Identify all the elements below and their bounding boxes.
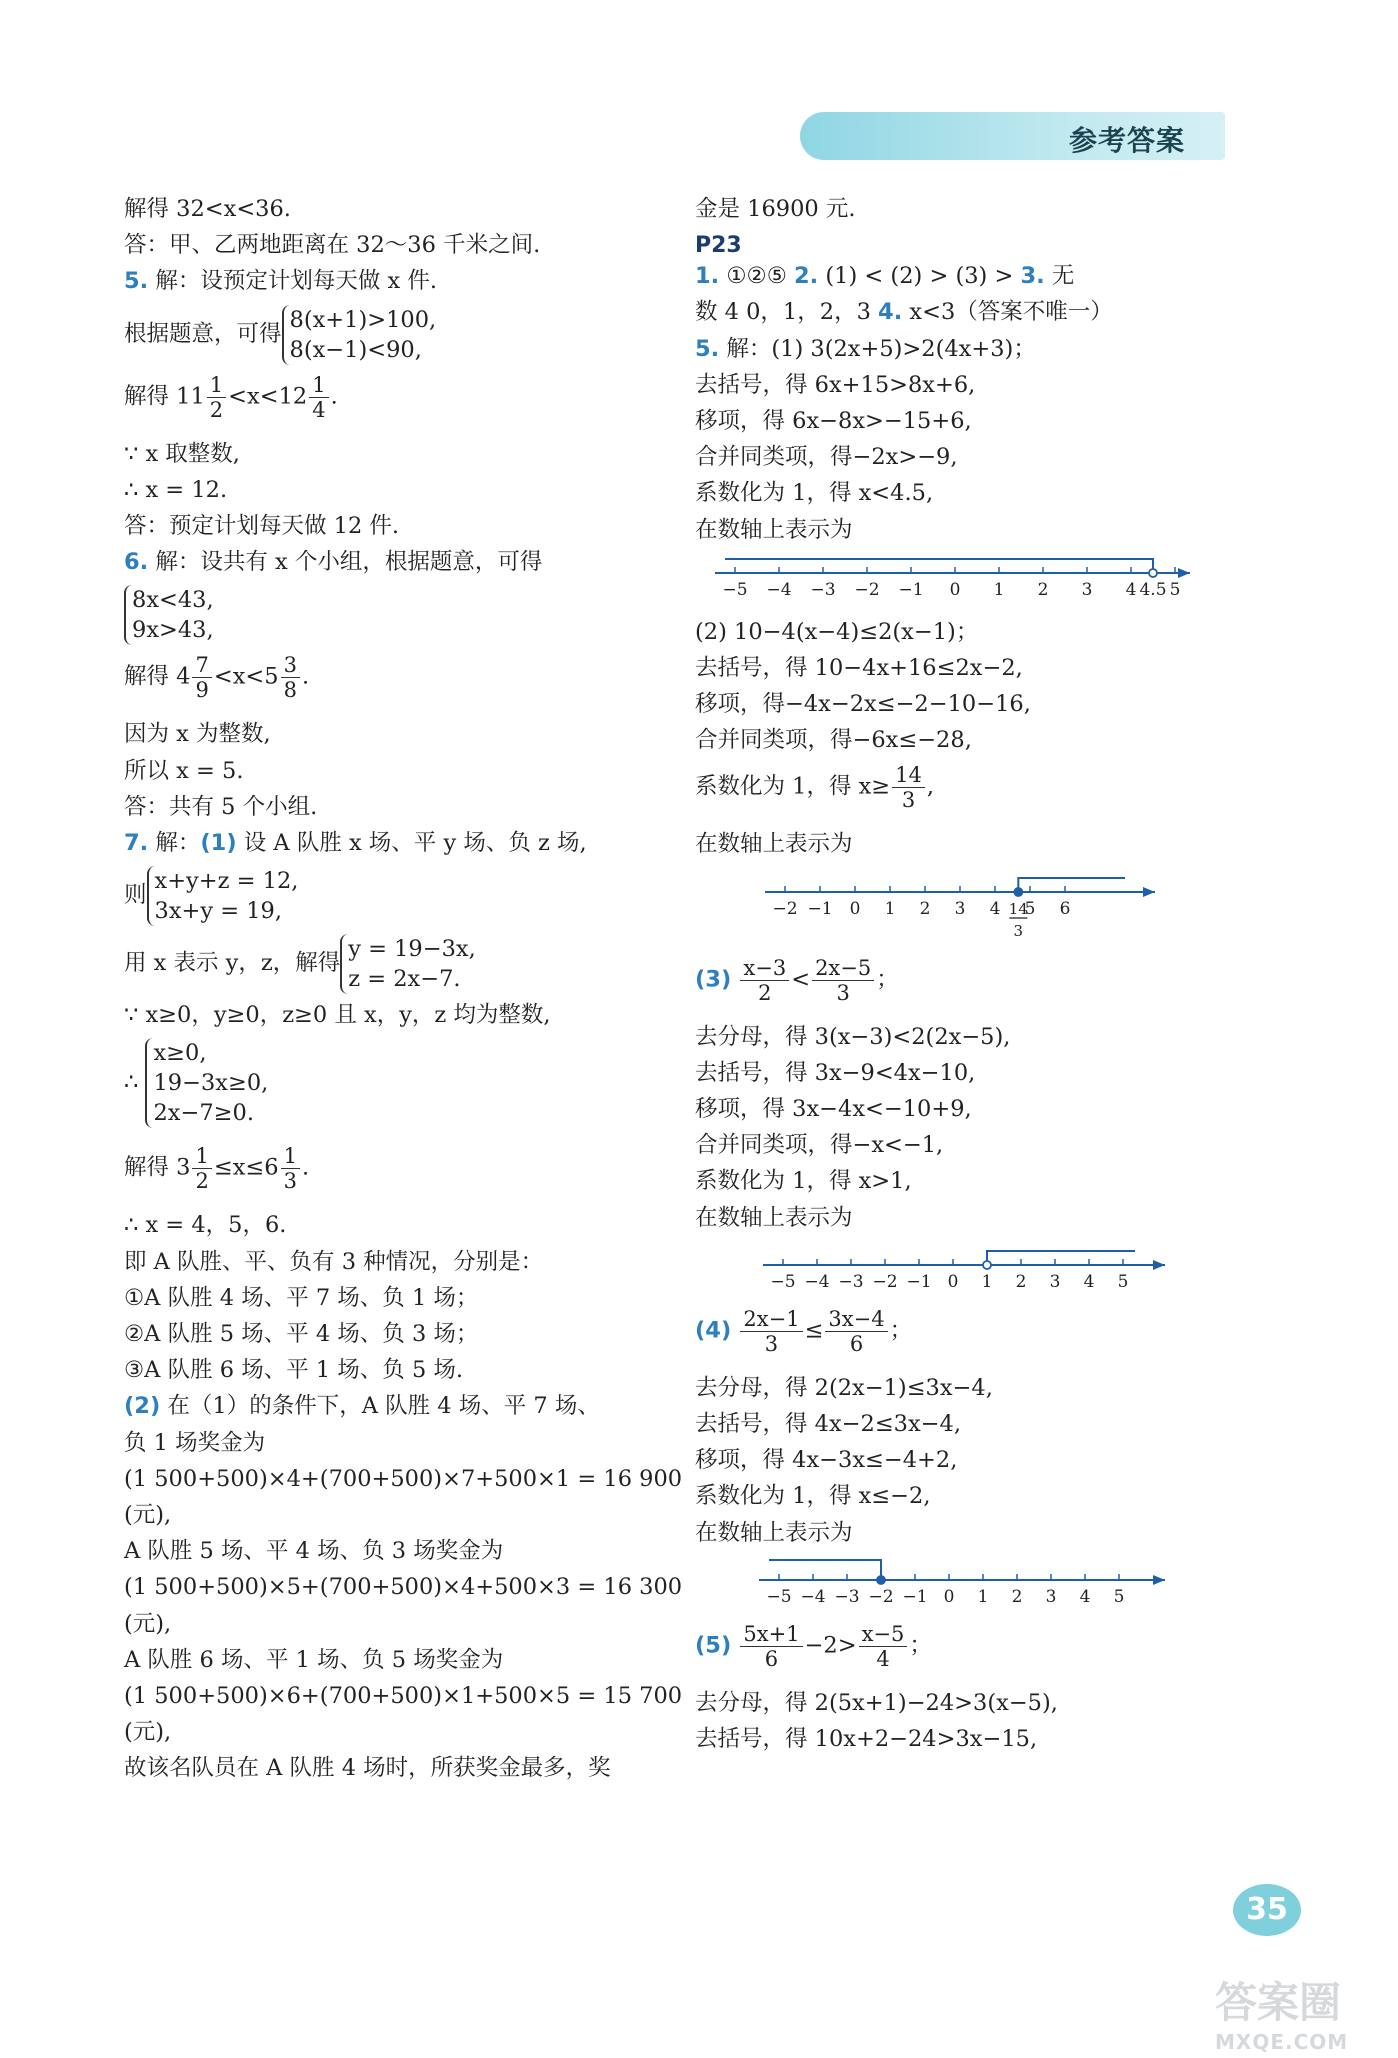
text-line: 故该名队员在 A 队胜 4 场时，所获奖金最多，奖: [124, 1755, 611, 1782]
equation-system: 根据题意，可得 8(x+1)>100, 8(x−1)<90,: [124, 306, 437, 363]
answer-header-tab: [800, 112, 1225, 160]
text-line: 去括号，得 10x+2−24>3x−15,: [695, 1725, 1038, 1752]
tick-label: 1: [993, 579, 1005, 600]
number-line-4: [695, 1556, 1235, 1612]
fraction: $\frac{1}{2}$: [192, 1144, 211, 1193]
tick-label: 2: [919, 898, 931, 919]
equation-system: 用 x 表示 y，z，解得 y = 19−3x, z = 2x−7.: [124, 936, 476, 993]
text-line: 在数轴上表示为: [695, 831, 853, 858]
part-4: (4) $\frac{2x-1}{3}$ ≤ $\frac{3x-4}{6}$ ；: [695, 1306, 913, 1356]
tick-label: −3: [810, 579, 836, 600]
question-5: 5. 解：(1) 3(2x+5)>2(4x+3)；: [695, 335, 1036, 362]
text-line: 答：预定计划每天做 12 件.: [124, 512, 400, 539]
tick-label: 5: [1113, 1586, 1125, 1607]
header-label: 参考答案: [1068, 124, 1185, 157]
text-line: 移项，得 4x−3x≤−4+2,: [695, 1447, 958, 1474]
system-brace: y = 19−3x, z = 2x−7.: [340, 934, 476, 994]
part-5: (5) $\frac{5x+1}{6}$ −2> $\frac{x-5}{4}$ ；: [695, 1621, 932, 1671]
text-line: 金是 16900 元.: [695, 196, 856, 222]
text-line: 去分母，得 3(x−3)<2(2x−5),: [695, 1023, 1011, 1050]
tick-label: −1: [898, 579, 924, 600]
tick-label: 5: [1169, 579, 1181, 600]
axis-arrow: [1153, 1260, 1165, 1270]
number-line-3: [695, 1241, 1235, 1297]
system-brace: x+y+z = 12, 3x+y = 19,: [147, 866, 299, 926]
text-line: 负 1 场奖金为: [124, 1429, 266, 1456]
tick-label: −4: [800, 1586, 826, 1607]
text-line: 去括号，得 10−4x+16≤2x−2,: [695, 654, 1023, 681]
tick-label: 3: [1049, 1271, 1061, 1292]
text-line: 去分母，得 2(5x+1)−24>3(x−5),: [695, 1689, 1058, 1716]
answer-line: 数 4 0，1，2，3 4. x<3（答案不唯一）: [695, 299, 1113, 326]
closed-endpoint: [877, 1576, 885, 1584]
solution-ray: [1018, 878, 1125, 892]
left-column: [124, 196, 683, 1791]
tick-label: −3: [834, 1586, 860, 1607]
open-endpoint: [1149, 569, 1157, 577]
page-number-badge: 35: [1233, 1884, 1301, 1936]
tick-label: 5: [1024, 898, 1036, 919]
tick-label: 5: [1117, 1271, 1129, 1292]
text-line: (元),: [124, 1501, 172, 1528]
text-line: 在数轴上表示为: [695, 1204, 853, 1231]
fraction: $\frac{2x-1}{3}$: [740, 1307, 802, 1356]
question-7-part-2: (2) 在（1）的条件下，A 队胜 4 场、平 7 场、: [124, 1393, 600, 1420]
fraction: $\frac{1}{4}$: [309, 373, 328, 422]
text-line: ∵ x≥0，y≥0，z≥0 且 x，y，z 均为整数,: [124, 1002, 551, 1029]
fraction: $\frac{3x-4}{6}$: [825, 1307, 887, 1356]
mark-numerator: 14: [1008, 899, 1028, 918]
text-line: 答：共有 5 个小组.: [124, 793, 318, 820]
tick-label: −5: [722, 579, 748, 600]
tick-label: −3: [838, 1271, 864, 1292]
solution-ray: [725, 559, 1153, 573]
mark-denominator: 3: [1013, 921, 1024, 940]
tick-label: −5: [766, 1586, 792, 1607]
tick-label: −5: [770, 1271, 796, 1292]
tick-label: 4: [1125, 579, 1137, 600]
text-line: 即 A 队胜、平、负有 3 种情况，分别是：: [124, 1248, 544, 1275]
fraction: $\frac{1}{2}$: [207, 373, 226, 422]
text-line: ∴ x = 4，5，6.: [124, 1212, 287, 1239]
tick-label: −1: [902, 1586, 928, 1607]
watermark-logo: 答案圈 MXQE.COM: [1215, 1978, 1349, 2054]
right-column: [695, 196, 1235, 1762]
answer-line: 1. ①②⑤ 2. (1) < (2) > (3) > 3. 无: [695, 263, 1075, 290]
text-line: 去分母，得 2(2x−1)≤3x−4,: [695, 1374, 993, 1401]
number-line-2: [695, 868, 1235, 946]
question-number: 5.: [124, 268, 149, 295]
text-line: ∵ x 取整数,: [124, 440, 240, 467]
system-brace: 8x<43, 9x>43,: [124, 585, 214, 645]
text-line: 系数化为 1，得 x<4.5,: [695, 480, 934, 507]
text-line: 合并同类项，得−2x>−9,: [695, 444, 958, 471]
text-line: (1 500+500)×5+(700+500)×4+500×3 = 16 300: [124, 1574, 683, 1601]
text-line: 移项，得−4x−2x≤−2−10−16,: [695, 691, 1031, 718]
text-line: (元),: [124, 1719, 172, 1746]
text-line: (1 500+500)×6+(700+500)×1+500×5 = 15 700: [124, 1682, 683, 1709]
text-line: 所以 x = 5.: [124, 757, 244, 784]
fraction: $\frac{2x-5}{3}$: [812, 956, 874, 1005]
tick-label: 4: [989, 898, 1001, 919]
tick-label: 0: [849, 898, 861, 919]
section-heading: P23: [695, 233, 742, 259]
text-line: 解得 32<x<36.: [124, 196, 291, 222]
fraction: $\frac{5x+1}{6}$: [740, 1622, 802, 1671]
tick-label: −1: [807, 898, 833, 919]
tick-label: 1: [884, 898, 896, 919]
solution-ray: [769, 1560, 881, 1580]
part-2: (2) 10−4(x−4)≤2(x−1)；: [695, 618, 979, 645]
solution-line: 解得 4 $\frac{7}{9}$ <x<5 $\frac{3}{8}$ .: [124, 653, 310, 703]
solution-line: 解得 11 $\frac{1}{2}$ <x<12 $\frac{1}{4}$ .: [124, 372, 338, 422]
solution-line: 系数化为 1，得 x≥ $\frac{14}{3}$ ,: [695, 763, 935, 813]
tick-label: 2: [1015, 1271, 1027, 1292]
tick-label: 0: [947, 1271, 959, 1292]
text-line: 系数化为 1，得 x≤−2,: [695, 1483, 931, 1510]
fraction: $\frac{3}{8}$: [281, 653, 300, 702]
equation-system: 则 x+y+z = 12, 3x+y = 19,: [124, 868, 299, 925]
text-line: ∴ x = 12.: [124, 476, 228, 503]
tick-label: 0: [949, 579, 961, 600]
equation-system: [124, 585, 664, 647]
text-line: 移项，得 6x−8x>−15+6,: [695, 407, 972, 434]
open-endpoint: [983, 1261, 991, 1269]
tick-label: −2: [868, 1586, 894, 1607]
text-line: 系数化为 1，得 x>1,: [695, 1168, 912, 1195]
text-line: A 队胜 5 场、平 4 场、负 3 场奖金为: [124, 1538, 504, 1565]
equation-system: ∴ x≥0, 19−3x≥0, 2x−7≥0.: [124, 1040, 269, 1127]
tick-label: 0: [943, 1586, 955, 1607]
closed-endpoint: [1014, 888, 1022, 896]
tick-label: 1: [977, 1586, 989, 1607]
tick-label: 4.5: [1139, 579, 1167, 600]
fraction: $\frac{x-5}{4}$: [859, 1622, 908, 1671]
text-line: 移项，得 3x−4x<−10+9,: [695, 1096, 972, 1122]
fraction: $\frac{7}{9}$: [192, 653, 211, 702]
solution-line: 解得 3 $\frac{1}{2}$ ≤x≤6 $\frac{1}{3}$ .: [124, 1144, 310, 1194]
text-line: 在数轴上表示为: [695, 516, 853, 543]
tick-label: 3: [954, 898, 966, 919]
tick-label: 1: [981, 1271, 993, 1292]
question-number: 7.: [124, 829, 149, 856]
tick-label: 4: [1079, 1586, 1091, 1607]
text-line: 在数轴上表示为: [695, 1519, 853, 1546]
fraction: $\frac{x-3}{2}$: [740, 956, 789, 1005]
text-line: 答：甲、乙两地距离在 32～36 千米之间.: [124, 232, 541, 259]
tick-label: 4: [1083, 1271, 1095, 1292]
question-5: 5. 解：设预定计划每天做 x 件.: [124, 268, 438, 295]
text-line: A 队胜 6 场、平 1 场、负 5 场奖金为: [124, 1646, 504, 1673]
solution-ray: [987, 1251, 1135, 1265]
fraction: $\frac{14}{3}$: [892, 763, 925, 812]
tick-label: −2: [872, 1271, 898, 1292]
text-line: 合并同类项，得−x<−1,: [695, 1132, 944, 1159]
question-7: 7. 解：(1) 设 A 队胜 x 场、平 y 场、负 z 场,: [124, 829, 587, 856]
tick-label: −1: [906, 1271, 932, 1292]
tick-label: 3: [1045, 1586, 1057, 1607]
tick-label: 6: [1059, 898, 1071, 919]
tick-label: 2: [1011, 1586, 1023, 1607]
text-line: 去括号，得 3x−9<4x−10,: [695, 1059, 976, 1086]
tick-label: −4: [766, 579, 792, 600]
text-line: ②A 队胜 5 场、平 4 场、负 3 场；: [124, 1321, 479, 1347]
axis-arrow: [1143, 887, 1155, 897]
tick-label: 2: [1037, 579, 1049, 600]
tick-label: 3: [1081, 579, 1093, 600]
tick-label: −4: [804, 1271, 830, 1292]
axis-arrow: [1153, 1575, 1165, 1585]
text-line: 去括号，得 6x+15>8x+6,: [695, 371, 976, 398]
text-line: (元),: [124, 1610, 172, 1637]
text-line: 因为 x 为整数,: [124, 721, 271, 748]
system-brace: x≥0, 19−3x≥0, 2x−7≥0.: [145, 1038, 268, 1128]
fraction: $\frac{1}{3}$: [281, 1144, 300, 1193]
text-line: (1 500+500)×4+(700+500)×7+500×1 = 16 900: [124, 1465, 683, 1492]
tick-label: −2: [854, 579, 880, 600]
text-line: 合并同类项，得−6x≤−28,: [695, 727, 972, 754]
axis-arrow: [1178, 568, 1190, 578]
system-brace: 8(x+1)>100, 8(x−1)<90,: [282, 305, 437, 365]
number-line-1: [695, 553, 1235, 609]
tick-label: −2: [772, 898, 798, 919]
text-line: ①A 队胜 4 场、平 7 场、负 1 场；: [124, 1284, 479, 1311]
question-number: 6.: [124, 549, 149, 576]
part-3: (3) $\frac{x-3}{2}$ < $\frac{2x-5}{3}$ ；: [695, 955, 899, 1005]
text-line: ③A 队胜 6 场、平 1 场、负 5 场.: [124, 1357, 464, 1384]
question-6: 6. 解：设共有 x 个小组，根据题意，可得: [124, 549, 543, 576]
text-line: 去括号，得 4x−2≤3x−4,: [695, 1410, 962, 1437]
